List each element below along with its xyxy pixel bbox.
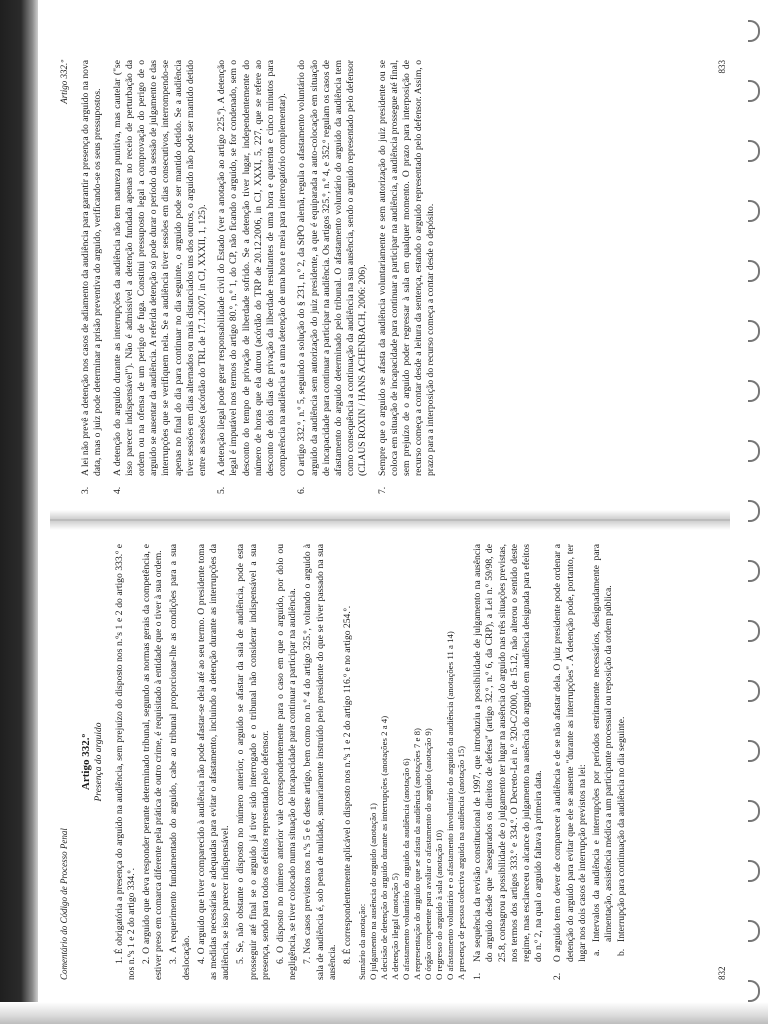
page-number-right: 833 xyxy=(716,60,727,74)
note-text: A lei não prevê a detenção nos casos de adiamento da audiência para garantir a presença do arguido na nova data, mas o juiz pode determinar a prisão preventiva do arguido, verificando-se os seus pressupostos. xyxy=(80,60,104,476)
summary-item: A representação do arguido que se afasta da audiência (anotações 7 e 8) xyxy=(412,728,423,980)
annotation-note xyxy=(377,60,440,494)
article-paragraph: 3. A requerimento fundamentado do arguido, cabe ao tribunal proporcionar-lhe as condições para a sua deslocação. xyxy=(168,544,192,980)
scan-shadow-left xyxy=(0,0,38,1024)
sub-item-letter: b. xyxy=(615,948,627,956)
book-gutter xyxy=(50,510,730,530)
annotation-note xyxy=(216,60,291,494)
note-text: O arguido tem o dever de comparecer à audiência e de se não afastar dela. O juiz presidente pode ordenar a detenção do arguido para evitar que ele se ausente "durante as interrupções". A detenção pode, portanto, ter lugar nos dois casos de interrupção previstos na lei: xyxy=(552,544,588,962)
binder-ring xyxy=(748,860,760,882)
summary-item: O órgão competente para avaliar o afastamento do arguido (anotação 9) xyxy=(423,728,434,980)
summary-title: Sumário da anotação: xyxy=(357,903,368,980)
note-number: 6. xyxy=(296,486,308,494)
summary-item: O regresso do arguido à sala (anotação 10) xyxy=(434,829,445,980)
annotation-note xyxy=(112,60,212,494)
binder-ring xyxy=(748,560,760,582)
note-text: A detenção ilegal pode gerar responsabilidade civil do Estado (ver a anotação ao artigo 225.º). A detenção legal é imputável nos termos do artigo 80.º, n.º 1, do CP, não ficando o arguido, se for condenado, sem o desconto do tempo de privação de liberdade sofrido. Se a detenção tiver lugar, independentemente do número de horas que ela durou (acórdão do TRP de 20.12.2006, in CJ, XXXI, 5, 227, que se refere ao desconto de dois dias de privação da liberdade resultantes de uma hora e quarenta e cinco minutos para comparência na audiência e a uma detenção de uma hora e meia para interrogatório complementar). xyxy=(216,60,289,476)
running-head-left: Comentário do Código de Processo Penal xyxy=(59,828,69,980)
article-paragraph: 4. O arguido que tiver comparecido à audiência não pode afastar-se dela até ao seu termo. O presidente toma as medidas necessárias e adequadas para evitar o afastamento, incluindo a detenção durante as interrupções da audiência, se isso parecer indispensável. xyxy=(195,544,232,980)
page-number-left: 832 xyxy=(716,966,727,980)
note-text: O artigo 332.º, n.º 5, seguindo a solução do § 231, n.º 2, da StPO alemã, regula o afastamento voluntário do arguido da audiência sem autorização do juiz presidente, a que é equiparada a auto-colocação em situação de incapacidade para continuar a participar na audiência. Os artigos 325.º, n.º 4, e 352.º regulam os casos de afastamento do arguido determinado pelo tribunal. O afastamento voluntário do arguido da audiência tem como consequência a continuação da audiência na sua ausência, sendo o arguido representado pelo defensor (CLAUS ROXIN / HANS ACHENBACH, 2006: 206). xyxy=(296,60,369,476)
article-paragraph: 8. É correspondentemente aplicável o disposto nos n.ºs 1 e 2 do artigo 116.º e no artigo 254.º. xyxy=(342,605,354,964)
note-number: 3. xyxy=(80,486,92,494)
binder-ring xyxy=(748,680,760,702)
sub-item-letter: a. xyxy=(591,949,603,956)
summary-item: O afastamento voluntário e o afastamento involuntário do arguido da audiência (anotações 11 a 14) xyxy=(445,631,456,980)
binder-ring xyxy=(748,740,760,762)
binder-ring xyxy=(748,980,760,1002)
binder-rings xyxy=(738,20,768,1010)
article-paragraph: 5. Se, não obstante o disposto no número anterior, o arguido se afastar da sala de audiência, pode esta prosseguir até final se o arguido já tiver sido interrogado e o tribunal não considerar indispensável a sua presença, sendo para todos os efeitos representado pelo defensor. xyxy=(235,544,271,980)
book-spread xyxy=(50,40,730,1000)
page-left xyxy=(50,530,730,990)
note-text: A detenção do arguido durante as interrupções da audiência não tem natureza punitiva, mas cautelar ("se isso parecer indispensável"). Não é admissível a detenção fundada apenas no receio de perturbação da ordem ou na ofensa de um perigo de fuga. Constitui pressuposto legal a comprovação do perigo de o arguido se ausentar da audiência. A referida detenção só pode durar o período da sessão de julgamento e das interrupções que se verifiquem nela. Se a audiência tiver sessões em dias consecutivos, interrompendo-se apenas no final do dia para continuar no dia seguinte, o arguido pode ser mantido detido. Se a audiência tiver sessões em dias alternados ou mais distanciados uns dos outros, o arguido não pode ser mantido detido entre as sessões (acórdão do TRL de 17.1.2007, in CJ, XXXII, 1, 125). xyxy=(111,60,209,476)
summary-item: A detenção ilegal (anotação 5) xyxy=(390,873,401,980)
summary-item: A decisão de detenção do arguido durante as interrupções (anotações 2 a 4) xyxy=(379,715,390,980)
article-paragraph: 1. É obrigatória a presença do arguido na audiência, sem prejuízo do disposto nos n.ºs 1 e 2 do artigo 333.º e nos n.ºs 1 e 2 do artigo 334.º. xyxy=(113,544,137,980)
scan-shadow-bottom xyxy=(0,1002,768,1024)
annotation-note xyxy=(296,60,371,494)
binder-ring xyxy=(748,20,760,42)
binder-ring xyxy=(748,140,760,162)
note-number: 7. xyxy=(376,486,388,494)
note-number: 1. xyxy=(472,972,484,980)
note-sub-item xyxy=(616,544,628,956)
article-paragraph: 2. O arguido que deva responder perante determinado tribunal, segundo as normas gerais da competência, e estiver preso em comarca diferente pela prática de outro crime, é requisitado à entidade que o tiver à sua ordem. xyxy=(141,544,165,980)
annotation-note xyxy=(80,60,106,494)
annotation-note xyxy=(472,544,547,980)
note-text: Na sequência da revisão constitucional de 1997, que introduziu a possibilidade de julgamento na ausência do arguido desde que "assegurados os direitos de defesa" (artigo 32.º, n.º 6, da CRP), a Lei n.º 59/98, de 25.8, consagrou a possibilidade de o julgamento ter lugar na ausência do arguido nas três situações previstas, nos termos dos artigos 333.º e 334.º. O Decreto-Lei n.º 320-C/2000, de 15.12, não alterou o sentido deste regime, mas esclareceu o alcance do julgamento na ausência do arguido em audiência designada para efeitos do n.º 2, na qual o arguido faltava à primeira data. xyxy=(472,544,545,962)
article-title: Artigo 332.º xyxy=(80,733,93,791)
binder-ring xyxy=(748,620,760,642)
binder-ring xyxy=(748,320,760,342)
annotation-note xyxy=(552,544,627,980)
annotation-summary xyxy=(357,544,467,980)
summary-item: O julgamento na ausência do arguido (anotação 1) xyxy=(368,803,379,980)
note-number: 2. xyxy=(552,972,564,980)
summary-item: O afastamento voluntário do arguido da audiência (anotação 6) xyxy=(401,758,412,980)
article-subtitle: Presença do arguido xyxy=(94,722,105,802)
sub-item-text: Intervalos da audiência e interrupções por períodos estritamente necessários, designadamente para alimentação, assistência médica a um participante processual ou reposição da ordem pública. xyxy=(591,544,615,942)
note-sub-item xyxy=(591,544,615,956)
binder-ring xyxy=(748,500,760,522)
binder-ring xyxy=(748,440,760,462)
binder-ring xyxy=(748,260,760,282)
note-text: Sempre que o arguido se afasta da audiência voluntariamente e sem autorização do juiz presidente ou se coloca em situação de incapacidade para continuar a participar na audiência, a audiência prossegue até final, sem prejuízo de o arguido poder regressar à sala em qualquer momento. O prazo para interposição de recurso começa a contar desde a leitura da sentença, estando o arguido representado pelo defensor. Assim, o prazo para a interposição do recurso começa a contar desde o depósito. xyxy=(376,60,437,476)
sub-item-text: Interrupção para continuação da audiência no dia seguinte. xyxy=(615,716,627,942)
article-paragraph: 6. O disposto no número anterior vale correspondentemente para o caso em que o arguido, por dolo ou negligência, se tiver colocado numa situação de incapacidade para continuar a participar na audiência. xyxy=(275,544,299,980)
binder-ring xyxy=(748,800,760,822)
page-right xyxy=(50,50,730,510)
note-number: 4. xyxy=(111,486,123,494)
binder-ring xyxy=(748,200,760,222)
binder-ring xyxy=(748,80,760,102)
summary-item: A presença de pessoa colectiva arguida na audiência (anotação 15) xyxy=(456,745,467,980)
binder-ring xyxy=(748,380,760,402)
article-paragraph: 7. Nos casos previstos nos n.ºs 5 e 6 deste artigo, bem como no n.º 4 do artigo 325.º, voltando o arguido à sala de audiência é, sob pena de nulidade, sumariamente instruído pelo presidente do que se tiver passado na sua ausência. xyxy=(302,544,338,980)
running-head-right: Artigo 332.º xyxy=(59,60,69,104)
note-number: 5. xyxy=(216,486,228,494)
binder-ring xyxy=(748,920,760,942)
